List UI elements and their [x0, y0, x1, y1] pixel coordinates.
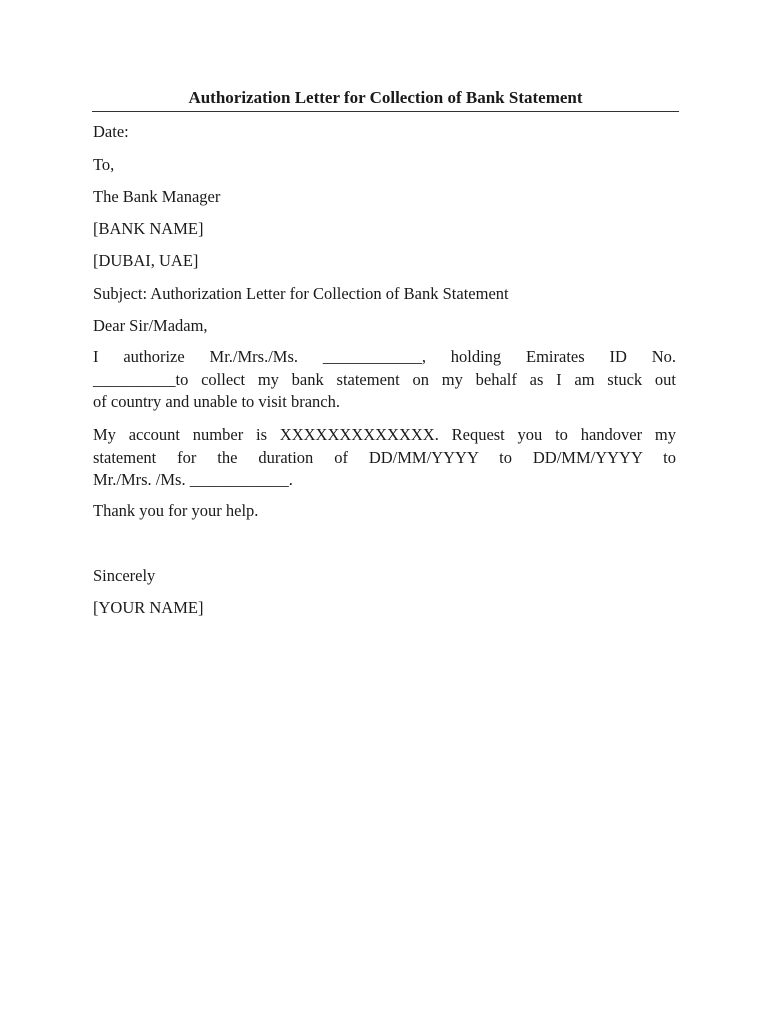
bank-name-line: [BANK NAME] [93, 219, 204, 238]
title-underline [92, 111, 679, 112]
thanks-line: Thank you for your help. [93, 501, 259, 520]
paragraph-line: My account number is XXXXXXXXXXXXX. Request you to handover my [93, 425, 676, 444]
location-line: [DUBAI, UAE] [93, 251, 199, 270]
salutation-line: Dear Sir/Madam, [93, 316, 208, 335]
recipient-line: The Bank Manager [93, 187, 221, 206]
paragraph-line: __________to collect my bank statement on my behalf as I am stuck out [93, 369, 676, 389]
paragraph-line: of country and unable to visit branch. [93, 392, 340, 411]
date-line: Date: [93, 122, 129, 141]
authorization-paragraph [93, 346, 676, 414]
closing-line: Sincerely [93, 566, 156, 585]
paragraph-line: I authorize Mr./Mrs./Ms. ____________, holding Emirates ID No. [93, 347, 676, 366]
letter-title: Authorization Letter for Collection of Bank Statement [188, 88, 583, 107]
subject-line: Subject: Authorization Letter for Collection of Bank Statement [93, 284, 509, 303]
to-line: To, [93, 155, 115, 174]
account-paragraph [93, 424, 676, 492]
paragraph-line: Mr./Mrs. /Ms. ____________. [93, 470, 293, 489]
paragraph-line: statement for the duration of DD/MM/YYYY to DD/MM/YYYY to [93, 447, 676, 467]
signature-line: [YOUR NAME] [93, 598, 204, 617]
